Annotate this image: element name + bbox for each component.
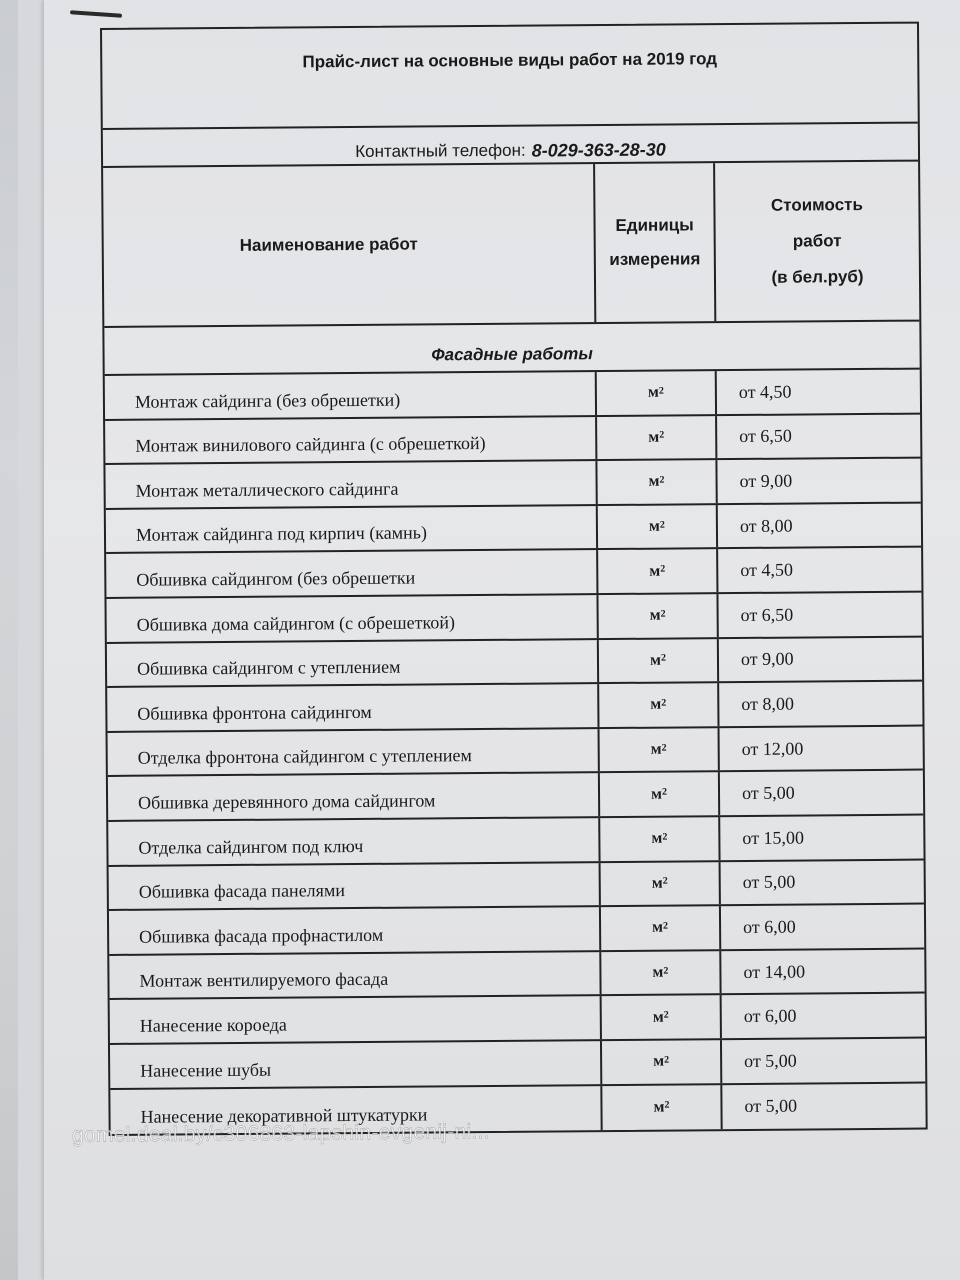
work-name: Монтаж винилового сайдинга (с обрешеткой) <box>105 417 597 463</box>
work-name: Обшивка фасада панелями <box>109 863 601 909</box>
work-name: Нанесение декоративной штукатурки <box>110 1086 602 1134</box>
work-name: Нанесение короеда <box>110 996 602 1042</box>
unit-cell <box>598 550 718 594</box>
unit-cell <box>600 817 720 861</box>
price: от 9,00 <box>739 470 793 491</box>
unit: м <box>652 963 664 981</box>
unit: м <box>651 785 663 803</box>
unit-cell <box>601 906 721 950</box>
table-row <box>105 414 920 465</box>
price: от 9,00 <box>740 648 794 670</box>
price: от 5,00 <box>744 1050 797 1071</box>
unit: м <box>647 383 659 402</box>
unit-superscript: 2 <box>660 652 666 664</box>
price: от 5,00 <box>741 782 795 804</box>
unit: м <box>649 562 661 580</box>
unit: м <box>652 919 664 937</box>
table-row <box>107 682 922 733</box>
contact-label: Контактный телефон: <box>355 140 526 161</box>
unit: м <box>649 651 662 669</box>
price: от 6,00 <box>743 1005 797 1027</box>
unit-cell <box>598 594 718 638</box>
unit: м <box>652 1008 664 1026</box>
unit-cell <box>599 639 719 683</box>
work-name: Монтаж металлического сайдинга <box>105 461 597 507</box>
table-row <box>109 905 924 956</box>
unit-superscript: 2 <box>662 875 668 887</box>
unit-superscript: 2 <box>662 831 668 843</box>
unit-superscript: 2 <box>664 1054 670 1066</box>
table-row <box>106 503 921 554</box>
unit-cell <box>602 1040 722 1084</box>
watermark: gomel.deal.by/c306863-lapshin-evgenij-ni... <box>71 1120 491 1147</box>
contact-phone: 8-029-363-28-30 <box>531 139 666 161</box>
table-row <box>109 860 924 911</box>
price-list-table <box>100 22 928 1136</box>
table-row <box>108 815 923 866</box>
unit-superscript: 2 <box>662 920 669 932</box>
unit: м <box>649 606 661 624</box>
header-cost-line1: Стоимость <box>770 195 863 215</box>
unit-superscript: 2 <box>661 697 667 709</box>
header-unit-line2: измерения <box>609 249 701 270</box>
price: от 6,50 <box>740 604 794 625</box>
table-row <box>107 637 922 688</box>
price: от 8,00 <box>739 515 793 536</box>
work-name: Обшивка фронтона сайдингом <box>107 684 599 730</box>
unit-superscript: 2 <box>661 742 667 754</box>
table-row <box>106 593 921 644</box>
work-name: Обшивка сайдингом с утеплением <box>107 640 599 686</box>
unit: м <box>648 428 660 446</box>
unit-cell <box>600 728 720 772</box>
header-cost-line3: (в бел.руб) <box>771 267 864 287</box>
header-unit-line1: Единицы <box>615 215 694 235</box>
price: от 5,00 <box>742 871 796 893</box>
header-cost <box>715 162 919 322</box>
work-name: Отделка сайдингом под ключ <box>108 818 600 864</box>
unit-cell <box>598 505 718 549</box>
header-unit <box>595 163 716 322</box>
unit-superscript: 2 <box>659 474 665 486</box>
table-row <box>106 548 921 599</box>
work-name: Монтаж вентилируемого фасада <box>109 952 601 998</box>
unit-superscript: 2 <box>659 519 665 531</box>
table-row <box>108 771 923 822</box>
unit: м <box>653 1052 665 1070</box>
price: от 4,50 <box>738 381 792 402</box>
work-name: Монтаж сайдинга (без обрешетки) <box>105 372 597 418</box>
work-name: Нанесение шубы <box>110 1041 602 1087</box>
price: от 12,00 <box>741 738 804 759</box>
unit-cell <box>597 460 717 504</box>
work-name: Отделка фронтона сайдингом с утеплением <box>108 729 600 775</box>
table-body <box>105 370 926 1134</box>
table-row <box>110 994 925 1045</box>
unit-cell <box>601 951 721 995</box>
unit-cell <box>601 862 721 906</box>
price: от 8,00 <box>741 693 795 714</box>
work-name: Обшивка деревянного дома сайдингом <box>108 773 600 819</box>
table-row <box>105 370 920 421</box>
work-name: Обшивка сайдингом (без обрешетки <box>106 550 598 596</box>
unit-superscript: 2 <box>660 608 666 620</box>
table-header <box>103 162 919 328</box>
unit-superscript: 2 <box>659 429 665 442</box>
price: от 5,00 <box>744 1095 798 1117</box>
unit-cell <box>599 683 719 727</box>
unit-cell <box>597 371 717 415</box>
table-row <box>109 949 924 1000</box>
unit-cell <box>597 416 717 460</box>
table-row <box>110 1038 925 1089</box>
unit: м <box>648 517 660 535</box>
unit-cell <box>602 995 722 1039</box>
price: от 14,00 <box>743 961 806 982</box>
unit-cell <box>600 772 720 816</box>
unit: м <box>650 740 662 758</box>
unit: м <box>648 473 660 491</box>
unit-superscript: 2 <box>660 563 666 575</box>
header-cost-line2: работ <box>792 231 842 251</box>
header-name: Наименование работ <box>103 164 596 326</box>
unit-superscript: 2 <box>664 1099 670 1111</box>
table-row <box>108 726 923 777</box>
unit: м <box>653 1098 665 1116</box>
unit-cell <box>602 1085 722 1131</box>
work-name: Монтаж сайдинга под кирпич (камнь) <box>106 506 598 552</box>
document-title: Прайс-лист на основные виды работ на 2019 год <box>102 24 918 130</box>
work-name: Обшивка фасада профнастилом <box>109 907 601 953</box>
price: от 15,00 <box>742 827 805 848</box>
unit: м <box>651 829 663 847</box>
unit-superscript: 2 <box>663 1009 669 1021</box>
contact-row <box>103 124 918 168</box>
unit: м <box>651 874 663 892</box>
unit-superscript: 2 <box>661 786 668 798</box>
price: от 4,50 <box>740 559 793 581</box>
section-title: Фасадные работы <box>104 322 919 376</box>
unit-superscript: 2 <box>658 385 664 397</box>
table-row <box>105 459 920 510</box>
price: от 6,00 <box>743 916 796 937</box>
price: от 6,50 <box>739 425 792 447</box>
work-name: Обшивка дома сайдингом (с обрешеткой) <box>106 595 598 641</box>
unit: м <box>650 696 662 714</box>
unit-superscript: 2 <box>663 965 669 977</box>
